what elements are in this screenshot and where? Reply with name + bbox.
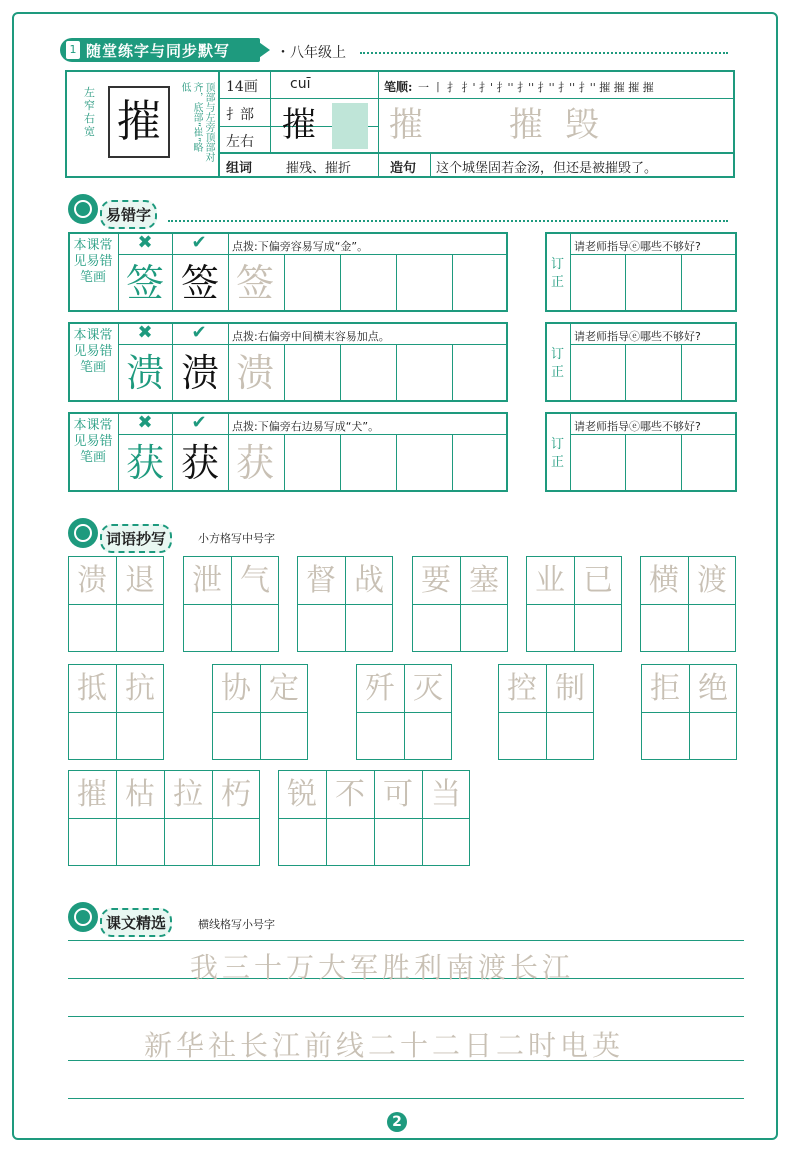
grid-line xyxy=(118,254,508,255)
trace-char: 溃 xyxy=(235,351,274,395)
grid-line xyxy=(640,604,736,605)
word-trace-char: 泄 xyxy=(192,563,222,598)
error-label: 本课常见易错笔画 xyxy=(73,238,113,285)
card-divider xyxy=(218,70,220,178)
word-trace-char: 抗 xyxy=(125,671,155,706)
grid-line xyxy=(68,818,260,819)
grid-line xyxy=(396,254,397,312)
structure-label: 左窄右宽 xyxy=(84,86,95,138)
grid-line xyxy=(396,344,397,402)
grid-line xyxy=(452,254,453,312)
section-dotted-line xyxy=(168,220,728,222)
word-trace-char: 锐 xyxy=(287,777,317,812)
grid-line xyxy=(625,434,626,492)
main-character: 摧 xyxy=(108,86,170,158)
pinyin: cuī xyxy=(290,76,311,92)
word-trace-char: 歼 xyxy=(365,671,395,706)
wrong-char: 签 xyxy=(125,261,164,305)
grid-line xyxy=(570,254,737,255)
word-trace-char: 督 xyxy=(306,563,336,598)
error-hint: 点拨:右偏旁中间横末容易加点。 xyxy=(232,330,390,343)
trace-char: 签 xyxy=(235,261,274,305)
grid-line xyxy=(284,434,285,492)
word-trace-char: 要 xyxy=(421,563,451,598)
right-char: 签 xyxy=(180,261,219,305)
error-label: 本课常见易错笔画 xyxy=(73,418,113,465)
word-trace-char: 协 xyxy=(221,671,251,706)
grid-line xyxy=(681,434,682,492)
grid-line xyxy=(625,254,626,312)
word-section-subtitle: 小方格写中号字 xyxy=(198,532,275,545)
card-divider xyxy=(378,70,379,178)
error-hint: 点拨:下偏旁右边易写成“犬”。 xyxy=(232,420,380,433)
writing-line xyxy=(68,940,744,941)
grid-line xyxy=(570,434,737,435)
text-section-title: 课文精选 xyxy=(100,908,172,937)
writing-line xyxy=(68,1098,744,1099)
grid-line xyxy=(498,712,594,713)
word-trace-char: 控 xyxy=(507,671,537,706)
grid-line xyxy=(212,712,308,713)
word-trace-char: 摧 xyxy=(77,777,107,812)
grid-line xyxy=(118,434,508,435)
radical: 扌部 xyxy=(226,107,254,123)
grid-line xyxy=(278,818,470,819)
layout-type: 左右 xyxy=(226,134,254,150)
grid-line xyxy=(68,604,164,605)
word-trace-char: 绝 xyxy=(698,671,728,706)
grid-line xyxy=(340,434,341,492)
trace-char: 获 xyxy=(235,441,274,485)
word-trace-char: 溃 xyxy=(77,563,107,598)
fix-label: 订正 xyxy=(551,437,565,470)
word-trace-char: 可 xyxy=(383,777,413,812)
grid-line xyxy=(356,712,452,713)
grid-line xyxy=(681,344,682,402)
word-trace-char: 灭 xyxy=(413,671,443,706)
grid-line xyxy=(284,254,285,312)
word-trace-char: 定 xyxy=(269,671,299,706)
stroke-order: 一 丨 扌 扌' 扌' 扌'' 扌'' 扌'' 扌'' 扌'' 摧 摧 摧 摧 xyxy=(418,81,654,94)
fix-label: 订正 xyxy=(551,257,565,290)
grid-line xyxy=(118,344,508,345)
grid-line xyxy=(68,712,164,713)
word-trace-char: 朽 xyxy=(221,777,251,812)
wrong-mark-icon: ✖ xyxy=(137,322,153,343)
text-section-subtitle: 横线格写小号字 xyxy=(198,918,275,931)
word-trace-char: 枯 xyxy=(125,777,155,812)
words: 摧残、摧折 xyxy=(286,161,352,176)
grid-line xyxy=(340,344,341,402)
fix-label: 订正 xyxy=(551,347,565,380)
word-trace-char: 横 xyxy=(649,563,679,598)
grid-line xyxy=(412,604,508,605)
grid-line xyxy=(570,322,571,402)
word-section-title: 词语抄写 xyxy=(100,524,172,553)
word-trace-char: 拉 xyxy=(173,777,203,812)
grid-line xyxy=(681,254,682,312)
header-number: 1 xyxy=(66,41,80,59)
word-trace-char: 不 xyxy=(335,777,365,812)
grid-line xyxy=(570,232,571,312)
fix-hint: 请老师指导ⓔ哪些不够好? xyxy=(574,240,701,253)
card-divider xyxy=(218,98,735,99)
grid-line xyxy=(526,604,622,605)
fix-hint: 请老师指导ⓔ哪些不够好? xyxy=(574,420,701,433)
ball-icon xyxy=(68,194,98,224)
word-trace-char: 退 xyxy=(125,563,155,598)
right-char: 获 xyxy=(180,441,219,485)
check-mark-icon: ✔ xyxy=(191,322,207,343)
header-dotted-line xyxy=(360,52,728,54)
fix-hint: 请老师指导ⓔ哪些不够好? xyxy=(574,330,701,343)
ball-icon xyxy=(68,518,98,548)
wrong-char: 溃 xyxy=(125,351,164,395)
grid-line xyxy=(452,344,453,402)
trace-line: 我三十万大军胜利南渡长江 xyxy=(190,951,575,984)
header-title: 随堂练字与同步默写 xyxy=(86,42,231,60)
wrong-mark-icon: ✖ xyxy=(137,232,153,253)
grid-line xyxy=(284,344,285,402)
word-trace-char: 制 xyxy=(555,671,585,706)
card-divider xyxy=(270,70,271,152)
word-trace-char: 塞 xyxy=(469,563,499,598)
writing-line xyxy=(68,1016,744,1017)
trace-char: 摧 xyxy=(282,105,316,145)
word-trace-char: 战 xyxy=(354,563,384,598)
trace-char: 摧 xyxy=(509,105,543,145)
card-divider xyxy=(218,152,735,154)
trace-line: 新华社长江前线二十二日二时电英 xyxy=(144,1029,625,1062)
error-hint: 点拨:下偏旁容易写成“金”。 xyxy=(232,240,369,253)
word-trace-char: 已 xyxy=(583,563,613,598)
card-divider xyxy=(430,152,431,178)
stroke-order-label: 笔顺: xyxy=(384,80,413,94)
grid-line xyxy=(625,344,626,402)
header-grade: ・八年级上 xyxy=(276,45,346,61)
word-trace-char: 抵 xyxy=(77,671,107,706)
trace-char: 毁 xyxy=(565,105,599,145)
grid-line xyxy=(183,604,279,605)
sentence: 这个城堡固若金汤，但还是被摧毁了。 xyxy=(436,161,658,176)
error-label: 本课常见易错笔画 xyxy=(73,328,113,375)
error-section-title: 易错字 xyxy=(100,200,157,229)
ball-icon xyxy=(68,902,98,932)
sentence-label: 造句 xyxy=(390,161,417,176)
grid-line xyxy=(396,434,397,492)
header-arrow-icon xyxy=(256,40,270,60)
grid-line xyxy=(340,254,341,312)
grid-line xyxy=(641,712,737,713)
word-trace-char: 业 xyxy=(535,563,565,598)
word-trace-char: 拒 xyxy=(650,671,680,706)
word-trace-char: 当 xyxy=(431,777,461,812)
writing-tip: 顶部与左旁顶部对齐，底部“崔”略低 xyxy=(179,82,214,162)
grid-line xyxy=(297,604,393,605)
wrong-mark-icon: ✖ xyxy=(137,412,153,433)
grid-line xyxy=(570,344,737,345)
word-trace-char: 气 xyxy=(240,563,270,598)
trace-char-shaded xyxy=(332,103,368,149)
trace-char: 摧 xyxy=(389,105,423,145)
page-number: 2 xyxy=(387,1112,407,1132)
check-mark-icon: ✔ xyxy=(191,412,207,433)
wrong-char: 获 xyxy=(125,441,164,485)
grid-line xyxy=(570,412,571,492)
check-mark-icon: ✔ xyxy=(191,232,207,253)
right-char: 溃 xyxy=(180,351,219,395)
grid-line xyxy=(452,434,453,492)
stroke-count: 14画 xyxy=(226,79,258,95)
word-trace-char: 渡 xyxy=(697,563,727,598)
words-label: 组词 xyxy=(226,161,253,176)
